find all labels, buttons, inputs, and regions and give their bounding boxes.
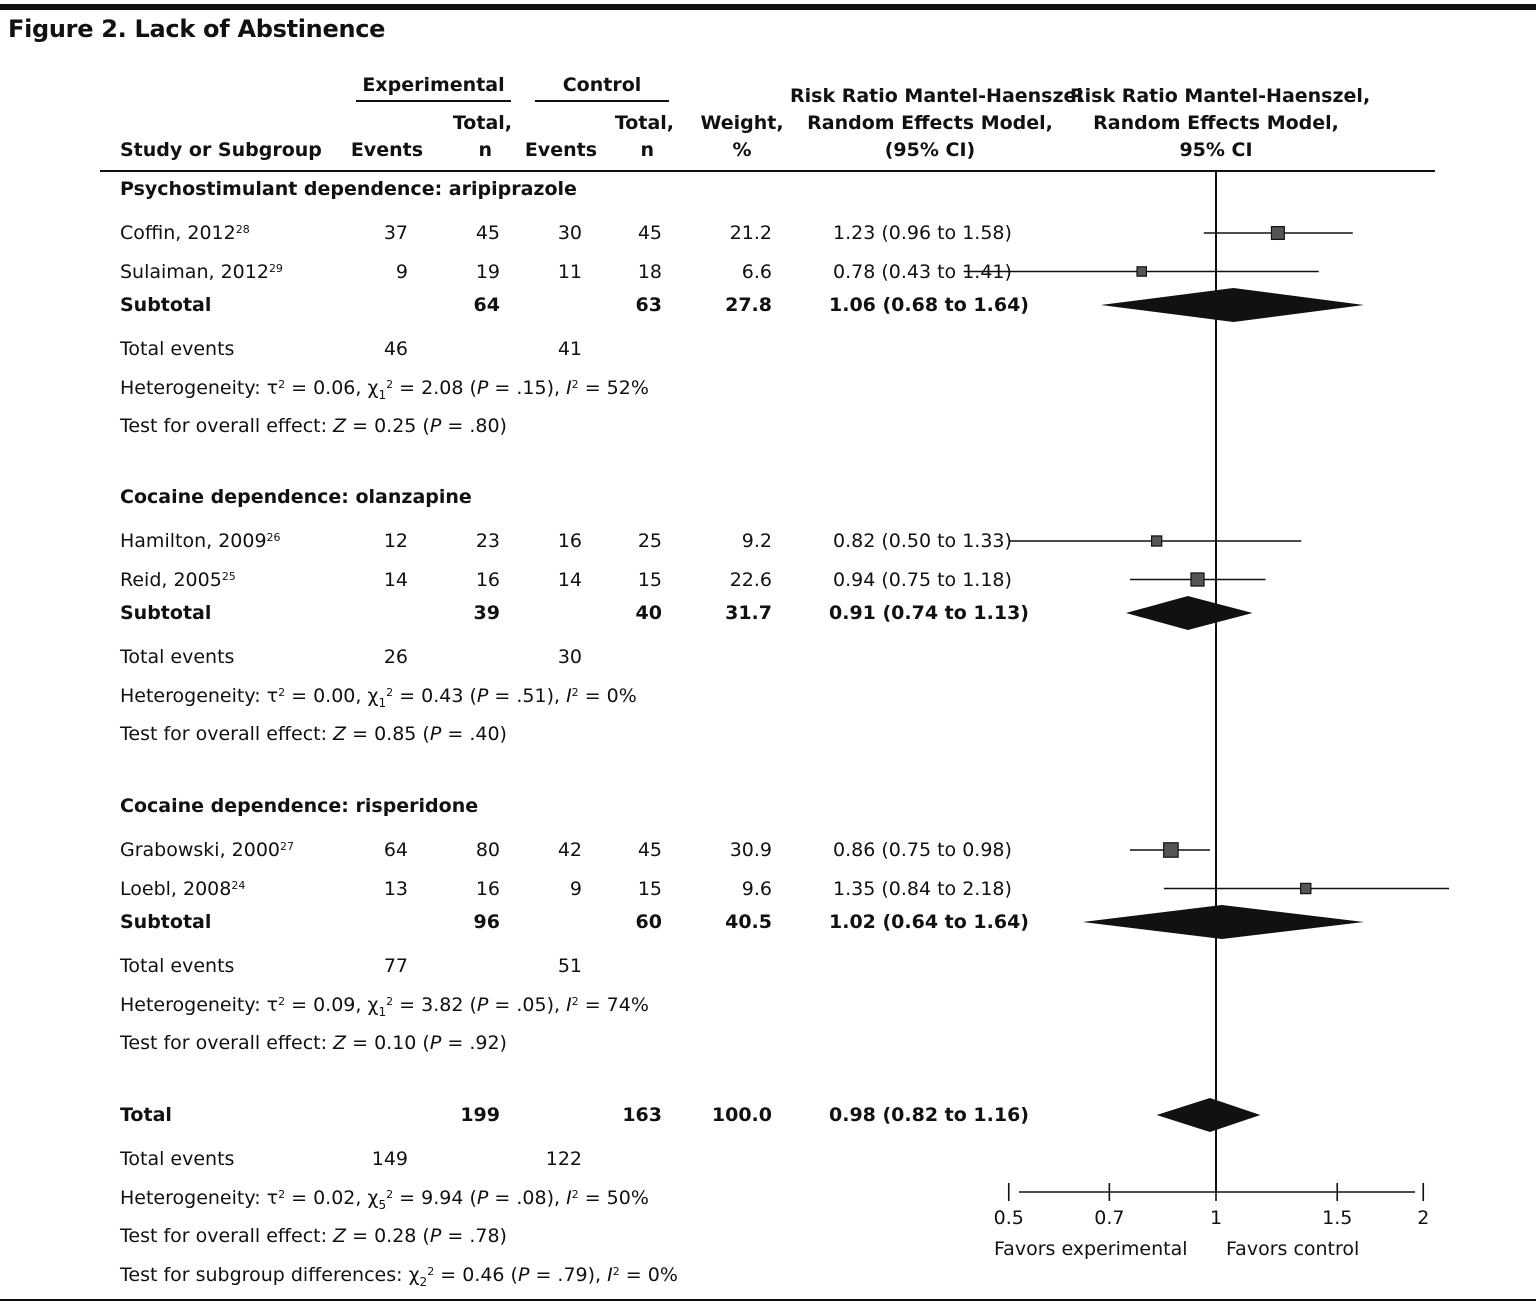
p-value: .51 (516, 685, 547, 707)
ctl-total: 15 (637, 877, 662, 900)
exp-events: 37 (383, 222, 408, 244)
heterogeneity-prefix: Heterogeneity: τ (120, 377, 279, 399)
overall-prefix: Test for overall effect: (120, 1032, 334, 1054)
chi-df: 5 (378, 1197, 387, 1212)
chi-df: 1 (378, 387, 387, 402)
risk-ratio-ci: 0.86 (0.75 to 0.98) (833, 839, 1012, 861)
p-letter: P (429, 1225, 442, 1247)
total-events-ctl: 41 (557, 338, 582, 360)
ctl-events: 30 (557, 222, 582, 244)
i-letter: I (566, 377, 572, 399)
z-letter: Z (333, 415, 347, 437)
study-marker (1301, 883, 1311, 893)
weight: 6.6 (741, 260, 772, 283)
study-marker (1137, 267, 1146, 276)
i-letter: I (566, 994, 572, 1016)
ctl-events: 16 (557, 530, 582, 552)
subtotal-weight: 31.7 (725, 602, 772, 624)
subtotal-label: Subtotal (120, 911, 212, 933)
chi2-value: 0.43 (421, 685, 464, 707)
exp-events: 12 (383, 530, 408, 552)
total-label: Total (120, 1104, 172, 1126)
subtotal-diamond (1101, 288, 1364, 322)
header-study: Study or Subgroup (120, 139, 322, 161)
total-events-label: Total events (120, 1148, 235, 1170)
header-exp-total-1: Total, (452, 112, 512, 134)
subtotal-ci: 1.06 (0.68 to 1.64) (829, 294, 1029, 316)
chi2-value: 2.08 (421, 377, 464, 399)
chi-sup: 2 (386, 378, 394, 391)
risk-ratio-ci: 0.78 (0.43 to 1.41) (833, 260, 1012, 283)
exp-events: 13 (383, 877, 408, 900)
z-value: 0.10 (374, 1032, 417, 1054)
weight: 9.6 (741, 877, 772, 900)
chi-sup: 2 (386, 686, 394, 699)
subtotal-diamond (1126, 596, 1253, 630)
total-diamond (1157, 1098, 1261, 1132)
x-tick-label: 1 (1209, 1207, 1223, 1229)
total-events-exp: 149 (371, 1148, 408, 1170)
total-ctl-total: 163 (622, 1104, 662, 1126)
overall-prefix: Test for overall effect: (120, 723, 334, 745)
weight: 30.9 (729, 839, 772, 861)
p-value: .78 (469, 1225, 500, 1247)
chi2-value: 3.82 (421, 994, 464, 1016)
chi-df: 1 (378, 1004, 387, 1019)
tau2-value: 0.06 (313, 377, 356, 399)
chi-sup: 2 (386, 1188, 394, 1201)
total-ci: 0.98 (0.82 to 1.16) (829, 1104, 1029, 1126)
header-control: Control (562, 74, 642, 96)
weight: 9.2 (741, 530, 772, 552)
p-letter: P (476, 994, 489, 1016)
p-letter: P (429, 415, 442, 437)
study-marker (1152, 536, 1162, 546)
risk-ratio-ci: 1.23 (0.96 to 1.58) (833, 222, 1012, 244)
heterogeneity-text: Heterogeneity: $\tau^2 = 0.06$, $\chi_1^2 = 2.08$ (P = .15), $I^2 = 52\%$ (120, 377, 649, 402)
study-ref: 25 (221, 569, 236, 583)
study-label: Hamilton, 2009 (120, 530, 267, 552)
p-letter: P (476, 685, 489, 707)
header-ctl-total-1: Total, (614, 112, 674, 134)
figure-title: Figure 2. Lack of Abstinence (8, 15, 386, 43)
header-experimental: Experimental (362, 74, 505, 96)
i2-value: 50% (606, 1187, 649, 1209)
subgroup-differences-text: Test for subgroup differences: $\chi_2^2 = 0.46$ (P = .79), $I^2 = 0\%$ (120, 1264, 678, 1289)
subtotal-ctl-total: 63 (635, 294, 662, 316)
ctl-total: 45 (637, 222, 662, 244)
total-events-label: Total events (120, 955, 235, 977)
study-marker (1191, 573, 1204, 586)
overall-effect-text: Test for overall effect: Z = 0.25 (P = .80) (120, 415, 507, 437)
header-exp-events: Events (350, 139, 423, 161)
heterogeneity-prefix: Heterogeneity: τ (120, 994, 279, 1016)
study-label: Grabowski, 2000 (120, 839, 281, 861)
exp-total: 16 (475, 877, 500, 900)
tau-sup: 2 (278, 995, 286, 1008)
total-events-ctl: 30 (557, 646, 582, 668)
heterogeneity-prefix: Heterogeneity: τ (120, 1187, 279, 1209)
subtotal-label: Subtotal (120, 294, 212, 316)
total-events-label: Total events (120, 646, 235, 668)
group-heading: Cocaine dependence: olanzapine (120, 486, 472, 508)
group-heading: Psychostimulant dependence: aripiprazole (120, 178, 577, 200)
header-ctl-events: Events (524, 139, 597, 161)
bottom-rule (0, 1299, 1536, 1301)
subtotal-ctl-total: 60 (635, 911, 662, 933)
z-value: 0.25 (374, 415, 417, 437)
ctl-events: 11 (557, 260, 582, 283)
header-weight-1: Weight, (700, 112, 784, 134)
overall-prefix: Test for overall effect: (120, 415, 334, 437)
total-events-exp: 46 (383, 338, 408, 360)
z-letter: Z (333, 1225, 347, 1247)
p-letter: P (517, 1264, 530, 1286)
risk-ratio-ci: 0.94 (0.75 to 1.18) (833, 568, 1012, 591)
subtotal-exp-total: 39 (473, 602, 500, 624)
study-label: Reid, 2005 (120, 568, 222, 591)
exp-events: 64 (383, 839, 408, 861)
subtotal-diamond (1083, 905, 1364, 939)
exp-total: 16 (475, 568, 500, 591)
p-value: .08 (516, 1187, 547, 1209)
study-ref: 26 (266, 531, 281, 544)
total-events-exp: 77 (383, 955, 408, 977)
tau-sup: 2 (278, 686, 286, 699)
chi-sup: 2 (427, 1265, 435, 1278)
i-letter: I (566, 1187, 572, 1209)
p-value: .15 (516, 377, 547, 399)
chi-sup: 2 (386, 995, 394, 1008)
header-rr-1: Risk Ratio Mantel-Haenszel (790, 85, 1083, 107)
exp-events: 9 (395, 260, 408, 283)
exp-total: 80 (475, 839, 500, 861)
heterogeneity-prefix: Heterogeneity: τ (120, 685, 279, 707)
total-events-ctl: 122 (545, 1148, 582, 1170)
p-letter: P (476, 1187, 489, 1209)
p-value: .92 (469, 1032, 500, 1054)
i-sup: 2 (571, 686, 579, 699)
favors-experimental-label: Favors experimental (994, 1238, 1188, 1260)
i-sup: 2 (571, 995, 579, 1008)
tau2-value: 0.02 (313, 1187, 356, 1209)
study-ref: 29 (268, 261, 283, 275)
tau2-value: 0.09 (313, 994, 356, 1016)
i2-value: 0% (647, 1264, 678, 1286)
group-heading: Cocaine dependence: risperidone (120, 795, 479, 817)
chi2-value: 0.46 (462, 1264, 505, 1286)
total-events-label: Total events (120, 338, 235, 360)
header-plot-2: Random Effects Model, (1093, 112, 1339, 134)
ctl-total: 45 (637, 839, 662, 861)
total-heterogeneity-text: Heterogeneity: $\tau^2 = 0.02$, $\chi_5^2 = 9.94$ (P = .08), $I^2 = 50\%$ (120, 1187, 649, 1212)
subtotal-exp-total: 96 (473, 911, 500, 933)
exp-total: 45 (475, 222, 500, 244)
p-value: .80 (469, 415, 500, 437)
i-sup: 2 (571, 1188, 579, 1201)
header-exp-total-2: n (478, 139, 492, 161)
subtotal-exp-total: 64 (473, 294, 500, 316)
p-letter: P (429, 1032, 442, 1054)
favors-control-label: Favors control (1226, 1238, 1360, 1260)
i-letter: I (607, 1264, 613, 1286)
z-value: 0.85 (374, 723, 417, 745)
tau-sup: 2 (278, 1188, 286, 1201)
subtotal-ctl-total: 40 (635, 602, 662, 624)
ctl-total: 15 (637, 568, 662, 591)
subtotal-ci: 1.02 (0.64 to 1.64) (829, 911, 1029, 933)
risk-ratio-ci: 1.35 (0.84 to 2.18) (833, 877, 1012, 900)
study-label: Coffin, 2012 (120, 222, 236, 244)
z-value: 0.28 (374, 1225, 417, 1247)
exp-total: 23 (475, 530, 500, 552)
study-label: Loebl, 2008 (120, 877, 232, 900)
total-weight: 100.0 (711, 1104, 772, 1126)
tau2-value: 0.00 (313, 685, 356, 707)
ctl-events: 42 (557, 839, 582, 861)
study-ref: 24 (231, 878, 246, 892)
header-ctl-total-2: n (640, 139, 654, 161)
chi2-value: 9.94 (421, 1187, 464, 1209)
study-ref: 28 (235, 223, 250, 236)
subgroup-prefix: Test for subgroup differences: (120, 1264, 409, 1286)
overall-effect-text: Test for overall effect: Z = 0.85 (P = .40) (120, 723, 507, 745)
header-rr-3: (95% CI) (884, 139, 976, 161)
ctl-events: 14 (557, 568, 582, 591)
p-letter: P (429, 723, 442, 745)
p-value: .79 (557, 1264, 588, 1286)
i-sup: 2 (612, 1265, 620, 1278)
chi-df: 2 (419, 1274, 428, 1289)
subtotal-ci: 0.91 (0.74 to 1.13) (829, 602, 1029, 624)
header-rr-2: Random Effects Model, (807, 112, 1053, 134)
i2-value: 0% (606, 685, 637, 707)
total-events-exp: 26 (383, 646, 408, 668)
study-marker (1271, 227, 1284, 240)
header-plot-3: 95% CI (1179, 139, 1253, 161)
chi-df: 1 (378, 695, 387, 710)
heterogeneity-text: Heterogeneity: $\tau^2 = 0.09$, $\chi_1^2 = 3.82$ (P = .05), $I^2 = 74\%$ (120, 994, 649, 1019)
exp-events: 14 (383, 568, 408, 591)
subtotal-weight: 27.8 (725, 294, 772, 316)
p-value: .05 (516, 994, 547, 1016)
tau-sup: 2 (278, 378, 286, 391)
weight: 22.6 (729, 568, 772, 591)
study-marker (1164, 843, 1178, 857)
subtotal-label: Subtotal (120, 602, 212, 624)
study-ref: 27 (280, 840, 295, 853)
i-sup: 2 (571, 378, 579, 391)
weight: 21.2 (729, 222, 772, 244)
heterogeneity-text: Heterogeneity: $\tau^2 = 0.00$, $\chi_1^2 = 0.43$ (P = .51), $I^2 = 0\%$ (120, 685, 637, 710)
header-plot-1: Risk Ratio Mantel-Haenszel, (1070, 85, 1371, 107)
z-letter: Z (333, 1032, 347, 1054)
overall-prefix: Test for overall effect: (120, 1225, 334, 1247)
p-value: .40 (469, 723, 500, 745)
z-letter: Z (333, 723, 347, 745)
header-weight-2: % (732, 139, 752, 161)
x-tick-label: 0.5 (993, 1207, 1024, 1229)
total-exp-total: 199 (460, 1104, 500, 1126)
x-tick-label: 0.7 (1094, 1207, 1125, 1229)
risk-ratio-ci: 0.82 (0.50 to 1.33) (833, 530, 1012, 552)
i2-value: 74% (606, 994, 649, 1016)
i-letter: I (566, 685, 572, 707)
ctl-events: 9 (569, 877, 582, 900)
subtotal-weight: 40.5 (725, 911, 772, 933)
i2-value: 52% (606, 377, 649, 399)
overall-effect-text: Test for overall effect: Z = 0.10 (P = .92) (120, 1032, 507, 1054)
total-events-ctl: 51 (557, 955, 582, 977)
total-overall-effect-text: Test for overall effect: Z = 0.28 (P = .78) (120, 1225, 507, 1247)
study-label: Sulaiman, 2012 (120, 260, 269, 283)
ctl-total: 25 (637, 530, 662, 552)
ctl-total: 18 (637, 260, 662, 283)
p-letter: P (476, 377, 489, 399)
x-tick-label: 2 (1417, 1207, 1430, 1229)
x-tick-label: 1.5 (1322, 1207, 1353, 1229)
exp-total: 19 (475, 260, 500, 283)
